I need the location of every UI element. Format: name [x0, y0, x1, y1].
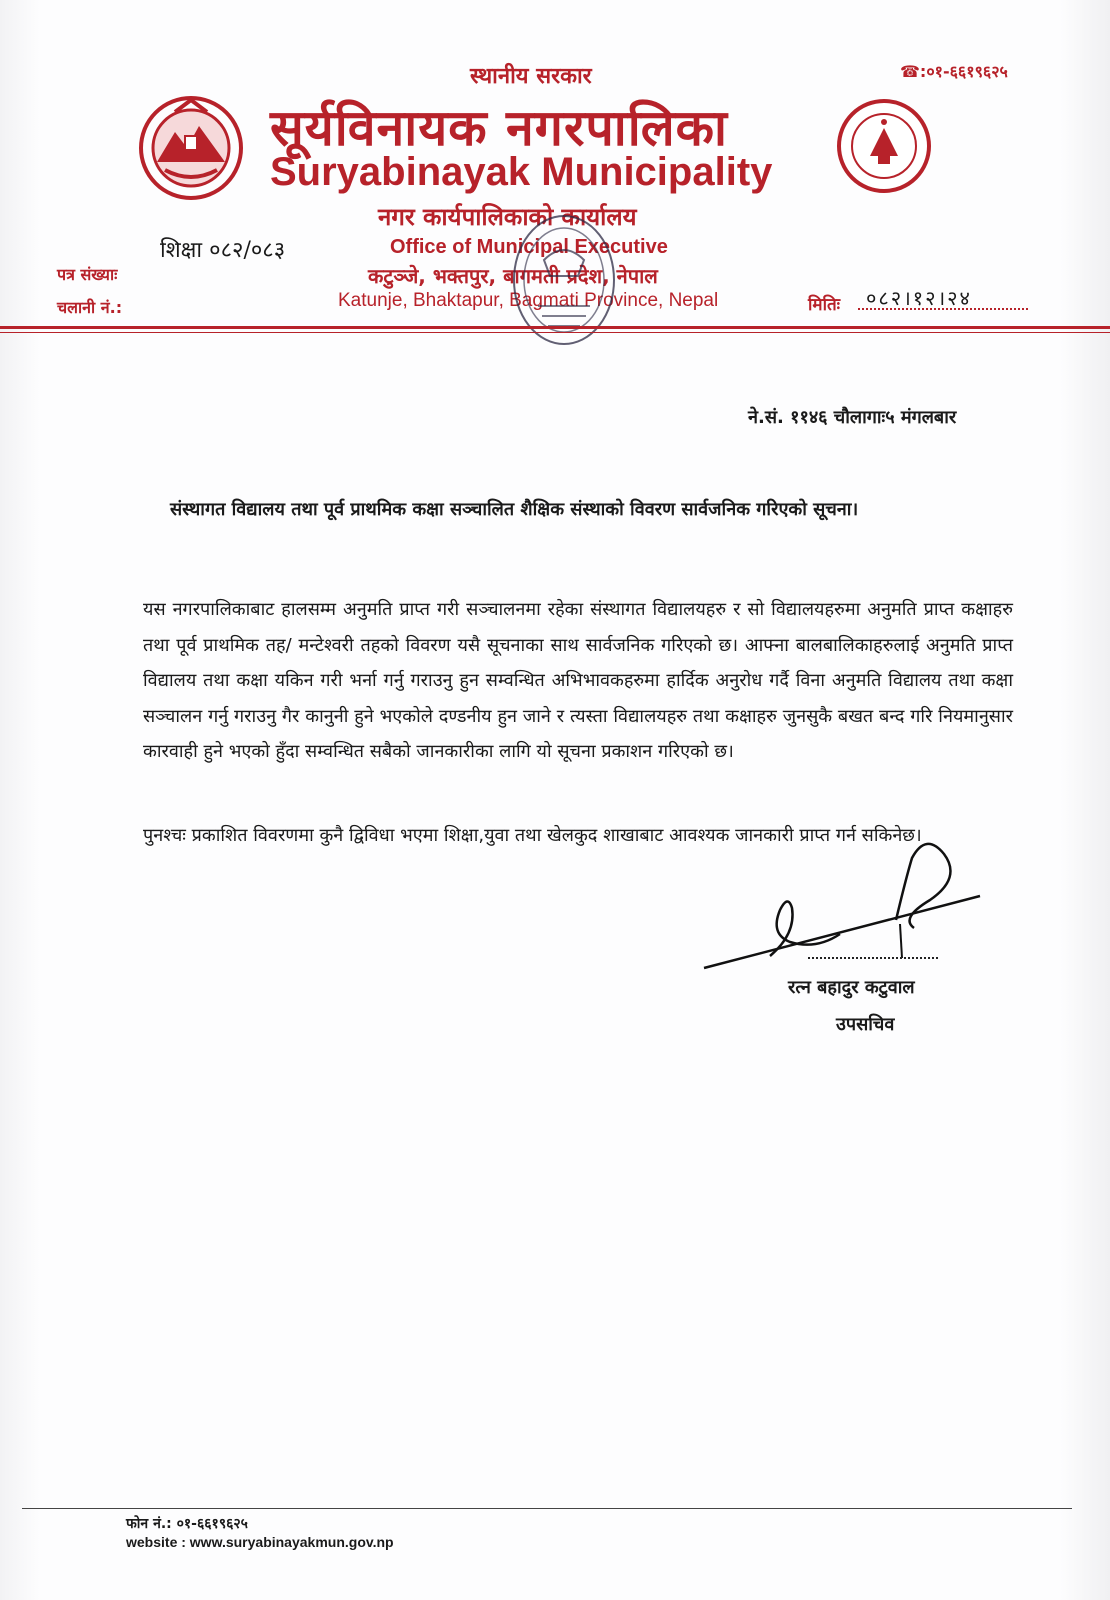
municipal-seal-icon — [836, 98, 932, 194]
nepal-emblem-icon — [135, 92, 247, 204]
footer-divider — [22, 1508, 1072, 1509]
municipality-name-en: Suryabinayak Municipality — [270, 150, 773, 194]
office-name-en: Office of Municipal Executive — [390, 236, 668, 258]
miti-label: मितिः — [808, 295, 841, 315]
handwritten-reference: शिक्षा ०८२/०८३ — [160, 238, 286, 263]
footer-phone: फोन नं.: ०१-६६१९६२५ — [126, 1516, 248, 1532]
signature-dotted-line — [808, 957, 938, 959]
signatory-name: रत्न बहादुर कटुवाल — [788, 977, 915, 998]
header-divider-thick — [0, 326, 1110, 329]
office-name-np: नगर कार्यपालिकाको कार्यालय — [378, 203, 637, 231]
miti-dotted-line — [858, 308, 1028, 310]
letter-postscript: पुनश्चः प्रकाशित विवरणमा कुनै द्विविधा भएमा शिक्षा,युवा तथा खेलकुद शाखाबाट आवश्यक जानकारी प्राप्त गर्न सकिनेछ। — [143, 825, 922, 846]
footer-website: website : www.suryabinayakmun.gov.np — [126, 1534, 394, 1550]
letter-body: यस नगरपालिकाबाट हालसम्म अनुमति प्राप्त गरी सञ्चालनमा रहेका संस्थागत विद्यालयहरु र सो विद्यालयहरुमा अनुमति प्राप्त कक्षाहरु तथा पूर्व प्राथमिक तह/ मन्टेश्वरी तहको विवरण यसै सूचनाका साथ सार्वजनिक गरिएको छ। आफ्ना बालबालिकाहरुलाई अनुमति प्राप्त विद्यालय तथा कक्षा यकिन गरी भर्ना गर्नु गराउनु हुन सम्वन्धित अभिभावकहरुमा हार्दिक अनुरोध गर्दै विना अनुमति विद्यालय तथा कक्षा सञ्चालन गर्नु गराउनु गैर कानुनी हुने भएकोले दण्डनीय हुन जाने र त्यस्ता विद्यालयहरु तथा कक्षाहरु जुनसुकै बखत बन्द गरि नियमानुसार कारवाही हुने भएको हुँदा सम्वन्धित सबैको जानकारीका लागि यो सूचना प्रकाशन गरिएको छ। — [143, 599, 1013, 762]
chalani-number-label: चलानी नं.: — [57, 298, 123, 317]
office-stamp-icon — [508, 210, 620, 360]
signatory-title: उपसचिव — [836, 1014, 895, 1035]
local-government-heading: स्थानीय सरकार — [470, 64, 592, 89]
patra-sankhya-label: पत्र संख्याः — [57, 265, 118, 284]
municipality-name-np: सूर्यविनायक नगरपालिका — [270, 99, 728, 157]
header-phone: ☎:०१-६६१९६२५ — [900, 62, 1008, 81]
letter-date-nepal-sambat: ने.सं. ११४६ चौलागाः५ मंगलबार — [748, 407, 957, 428]
header-divider-thin — [0, 332, 1110, 333]
address-np: कटुञ्जे, भक्तपुर, बागमती प्रदेश, नेपाल — [368, 264, 658, 288]
letter-subject: संस्थागत विद्यालय तथा पूर्व प्राथमिक कक्षा सञ्चालित शैक्षिक संस्थाको विवरण सार्वजनिक गरिएको सूचना। — [170, 499, 859, 520]
address-en: Katunje, Bhaktapur, Bagmati Province, Nepal — [338, 290, 719, 311]
miti-value: ०८२।१२।२४ — [866, 286, 972, 310]
